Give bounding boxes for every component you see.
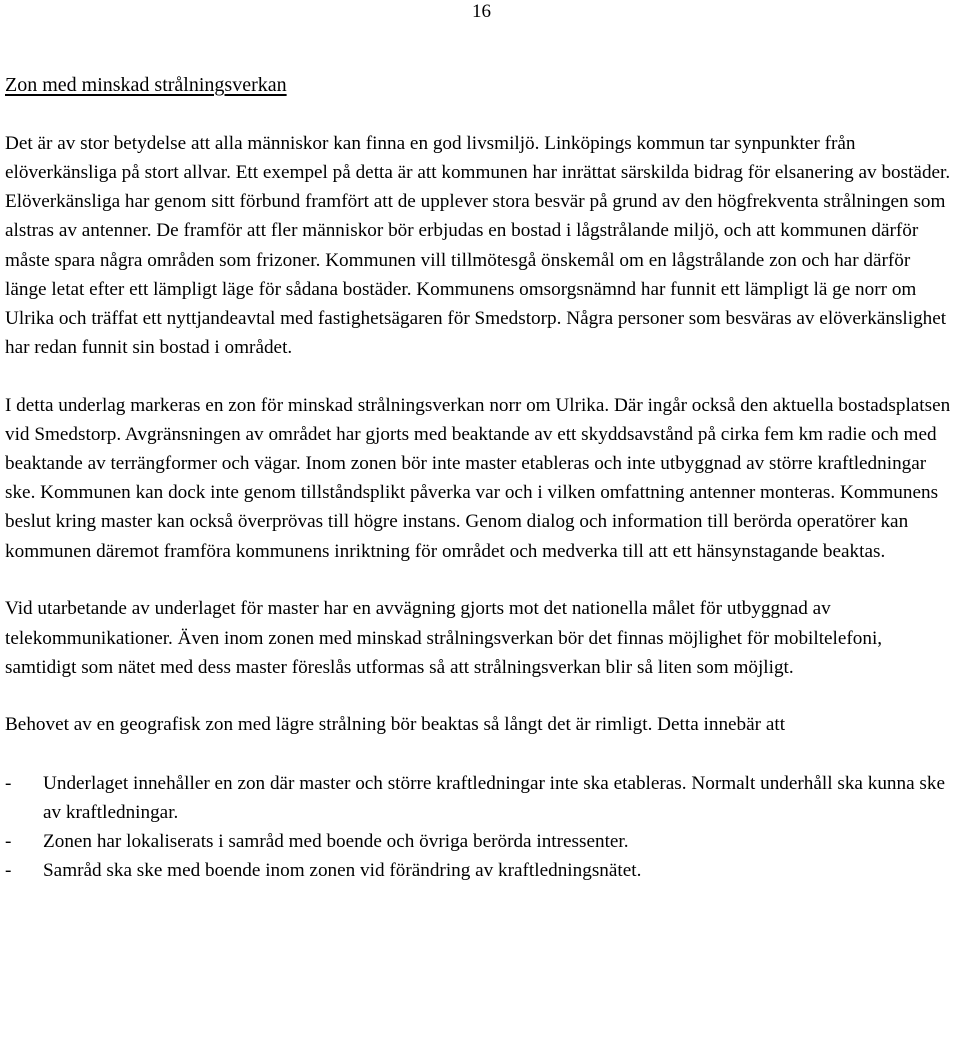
paragraph-telecom: Vid utarbetande av underlaget för master har en avvägning gjorts mot det nationella målet för utbyggnad av telekommunikationer. Även inom zonen med minskad strålningsverkan bör det finnas möjlighet för mobiltelefoni, samtidigt som nätet med dess master föreslås utformas så att strålningsverkan blir så liten som möjligt. bbox=[5, 598, 883, 678]
list-item bbox=[5, 769, 953, 827]
bullet-dash: - bbox=[5, 772, 12, 794]
bullet-list bbox=[5, 769, 953, 886]
list-item-text: Samråd ska ske med boende inom zonen vid förändring av kraftledningsnätet. bbox=[43, 860, 642, 882]
list-item bbox=[5, 856, 953, 885]
page-number: 16 bbox=[472, 1, 491, 22]
bullet-dash: - bbox=[5, 860, 12, 882]
list-item-text: Underlaget innehåller en zon där master och större kraftledningar inte ska etableras. Normalt underhåll ska kunna ske av kraftledningar. bbox=[43, 772, 945, 823]
section-title: Zon med minskad strålningsverkan bbox=[5, 74, 287, 96]
list-item bbox=[5, 827, 953, 856]
paragraph-intro: Det är av stor betydelse att alla människor kan finna en god livsmiljö. Linköpings kommun tar synpunkter från elöverkänsliga på stort allvar. Ett exempel på detta är att kommunen har inrättat särskilda bidrag för elsanering av bostäder. Elöverkänsliga har genom sitt förbund framfört att de upplever stora besvär på grund av den högfrekventa strålningen som alstras av antenner. De framför att fler människor bör erbjudas en bostad i lågstrålande miljö, och att kommunen därför måste spara några områden som frizoner. Kommunen vill tillmötesgå önskemål om en lågstrålande zon och har därför länge letat efter ett lämpligt läge för sådana bostäder. Kommunens omsorgsnämnd har funnit ett lämpligt lä ge norr om Ulrika och träffat ett nyttjandeavtal med fastighetsägaren för Smedstorp. Några personer som besväras av elöverkänslighet har redan funnit sin bostad i området. bbox=[5, 133, 951, 359]
document-body bbox=[5, 129, 953, 885]
list-item-text: Zonen har lokaliserats i samråd med boende och övriga berörda intressenter. bbox=[43, 830, 629, 852]
paragraph-zone: I detta underlag markeras en zon för minskad strålningsverkan norr om Ulrika. Där ingår också den aktuella bostadsplatsen vid Smedstorp. Avgränsningen av området har gjorts med beaktande av ett skyddsavstånd på cirka fem km radie och med beaktande av terrängformer och vägar. Inom zonen bör inte master etableras och inte utbyggnad av större kraftledningar ske. Kommunen kan dock inte genom tillståndsplikt påverka var och i vilken omfattning antenner monteras. Kommunens beslut kring master kan också överprövas till högre instans. Genom dialog och information till berörda operatörer kan kommunen däremot framföra kommunens inriktning för området och medverka till att ett hänsynstagande beaktas. bbox=[5, 394, 951, 562]
paragraph-conclusion: Behovet av en geografisk zon med lägre strålning bör beaktas så långt det är rimligt. Detta innebär att bbox=[5, 714, 786, 736]
bullet-dash: - bbox=[5, 830, 12, 852]
